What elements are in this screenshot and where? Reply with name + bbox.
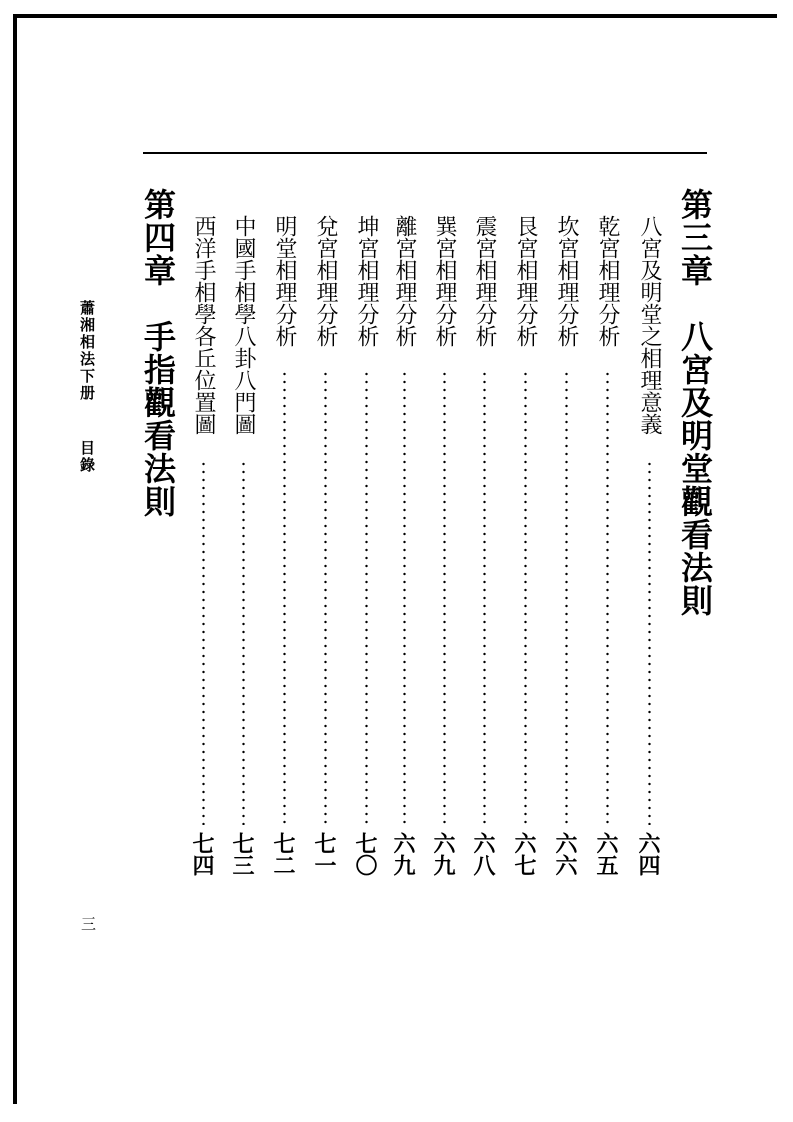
page-number: 三 — [79, 916, 97, 933]
toc-entry-leader-4 — [524, 370, 527, 825]
toc-entry-label-8: 坤宮相理分析 — [354, 215, 379, 347]
toc-entry-label-3: 坎宮相理分析 — [554, 215, 579, 347]
toc-entry-label-1: 八宮及明堂之相理意義 — [637, 215, 662, 435]
toc-entry-leader-12 — [202, 460, 205, 825]
toc-entry-page-4: 六七 — [511, 832, 537, 876]
toc-entry-page-5: 六八 — [470, 832, 496, 876]
toc-entry-label-5: 震宮相理分析 — [472, 215, 497, 347]
toc-entry-page-11: 七三 — [229, 832, 255, 876]
toc-entry-leader-3 — [565, 370, 568, 825]
toc-entry-leader-8 — [365, 370, 368, 825]
toc-entry-label-7: 離宮相理分析 — [392, 215, 417, 347]
toc-entry-leader-7 — [403, 370, 406, 825]
chapter-3-title: 第三章 八宮及明堂觀看法則 — [676, 188, 714, 617]
book-title: 蕭湘相法下册 — [78, 300, 96, 402]
toc-entry-page-9: 七一 — [311, 832, 337, 876]
toc-entry-page-8: 七〇 — [352, 832, 378, 876]
toc-entry-page-3: 六六 — [552, 832, 578, 876]
toc-entry-label-4: 艮宮相理分析 — [513, 215, 538, 347]
toc-entry-label-11: 中國手相學八卦八門圖 — [231, 215, 256, 435]
toc-entry-page-7: 六九 — [390, 832, 416, 876]
toc-entry-leader-9 — [324, 370, 327, 825]
toc-entry-label-10: 明堂相理分析 — [272, 215, 297, 347]
toc-entry-leader-11 — [242, 460, 245, 825]
toc-entry-page-1: 六四 — [635, 832, 661, 876]
toc-entry-label-9: 兌宮相理分析 — [313, 215, 338, 347]
toc-entry-leader-2 — [606, 370, 609, 825]
header-rule — [143, 152, 707, 154]
toc-entry-page-6: 六九 — [430, 832, 456, 876]
toc-entry-label-6: 巽宮相理分析 — [432, 215, 457, 347]
page-frame-left-border — [13, 14, 17, 1104]
toc-entry-label-2: 乾宮相理分析 — [595, 215, 620, 347]
page-frame-top-border — [13, 14, 777, 18]
toc-entry-page-10: 七二 — [270, 832, 296, 876]
toc-entry-leader-5 — [483, 370, 486, 825]
section-label: 目錄 — [78, 440, 96, 474]
chapter-4-title: 第四章 手指觀看法則 — [139, 188, 177, 518]
toc-entry-leader-6 — [443, 370, 446, 825]
toc-entry-leader-1 — [648, 460, 651, 825]
toc-entry-page-2: 六五 — [593, 832, 619, 876]
toc-entry-label-12: 西洋手相學各丘位置圖 — [191, 215, 216, 435]
toc-entry-page-12: 七四 — [189, 832, 215, 876]
toc-entry-leader-10 — [283, 370, 286, 825]
